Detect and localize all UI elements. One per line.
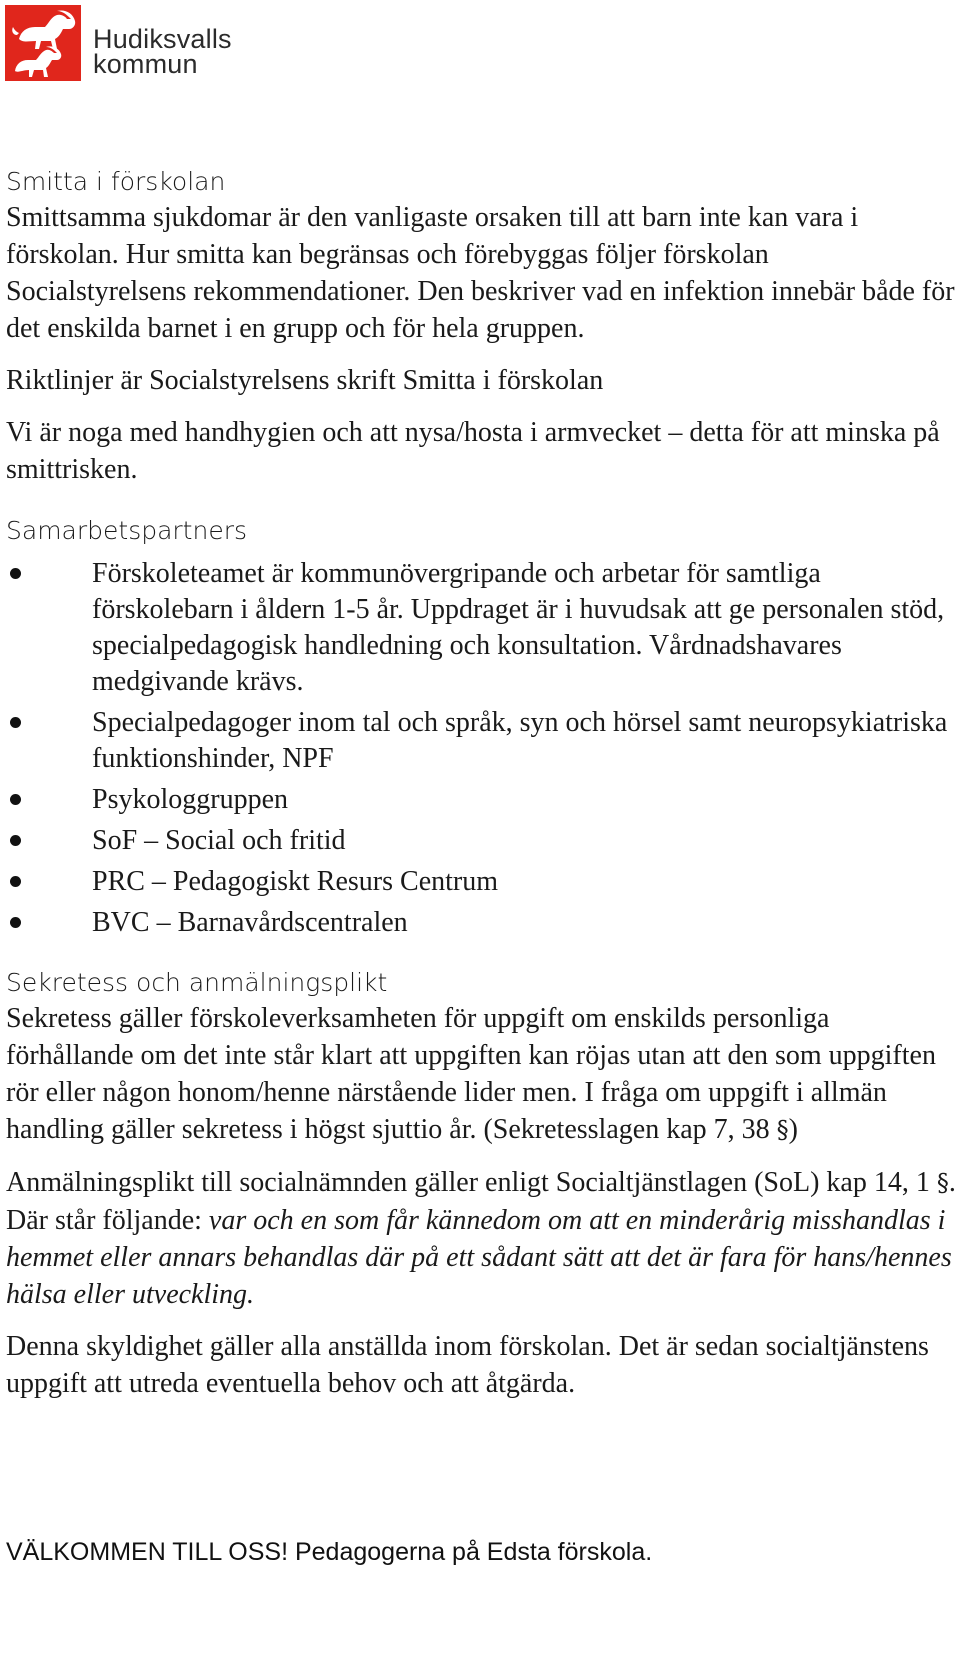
- list-item: SoF – Social och fritid: [6, 823, 956, 859]
- sekretess-paragraph-1-text: Sekretess gäller förskoleverksamheten för uppgift om enskilds personliga förhållande om det inte står klart att uppgiften kan röjas utan att den som uppgiften rör eller någon honom/henne närstående lider men. I fråga om uppgift i allmän handling gäller sekretess i högst sjuttio år. (Sekretesslagen kap 7, 38: [6, 1003, 936, 1145]
- logo-line-2: kommun: [93, 49, 198, 79]
- logo-wordmark: [93, 24, 232, 79]
- document-body: [6, 165, 956, 1402]
- list-item: Psykologgruppen: [6, 782, 956, 818]
- list-item: PRC – Pedagogiskt Resurs Centrum: [6, 864, 956, 900]
- logo: [5, 5, 232, 81]
- sekretess-quote: var och en som får kännedom om att en minderårig misshandlas i hemmet eller annars behandlas där på ett sådant sätt att det är fara för hans/hennes hälsa eller utveckling.: [6, 1205, 952, 1310]
- sekretess-paragraph-2-text: Anmälningsplikt till socialnämnden gäller enligt Socialtjänstlagen (SoL) kap 14, 1: [6, 1167, 930, 1198]
- list-item: BVC – Barnavårdscentralen: [6, 905, 956, 941]
- sekretess-paragraph-2-mid: . Där står följande:: [6, 1167, 956, 1236]
- sekretess-paragraph-2: [6, 1164, 956, 1313]
- partners-list: [6, 556, 956, 941]
- list-item: Specialpedagoger inom tal och språk, syn och hörsel samt neuropsykiatriska funktionshinder, NPF: [6, 705, 956, 777]
- heading-smitta: Smitta i förskolan: [6, 167, 226, 196]
- sekretess-paragraph-3: Denna skyldighet gäller alla anställda inom förskolan. Det är sedan socialtjänstens uppgift att utreda eventuella behov och att åtgärda.: [6, 1331, 929, 1399]
- smitta-paragraph-2: Riktlinjer är Socialstyrelsens skrift Smitta i förskolan: [6, 365, 604, 396]
- goat-emblem-icon: [5, 5, 81, 81]
- paragraph-sign-2: §: [936, 1169, 949, 1197]
- sekretess-paragraph-1-end: ): [788, 1114, 798, 1145]
- paragraph-sign: §: [776, 1116, 789, 1144]
- sekretess-paragraph-1: [6, 1000, 956, 1149]
- footer-welcome: VÄLKOMMEN TILL OSS! Pedagogerna på Edsta förskola.: [6, 1538, 653, 1566]
- logo-line-1: Hudiksvalls: [93, 24, 232, 54]
- list-item: Förskoleteamet är kommunövergripande och arbetar för samtliga förskolebarn i åldern 1-5 år. Uppdraget är i huvudsak att ge personalen stöd, specialpedagogisk handledning och konsultation. Vårdnadshavares medgivande krävs.: [6, 556, 956, 700]
- heading-samarbetspartners: Samarbetspartners: [6, 516, 248, 545]
- heading-sekretess: Sekretess och anmälningsplikt: [6, 968, 388, 997]
- smitta-paragraph-3: Vi är noga med handhygien och att nysa/hosta i armvecket – detta för att minska på smittrisken.: [6, 417, 940, 485]
- smitta-paragraph-1: Smittsamma sjukdomar är den vanligaste orsaken till att barn inte kan vara i förskolan. Hur smitta kan begränsas och förebyggas följer förskolan Socialstyrelsens rekommendationer. Den beskriver vad en infektion innebär både för det enskilda barnet i en grupp och för hela gruppen.: [6, 202, 955, 344]
